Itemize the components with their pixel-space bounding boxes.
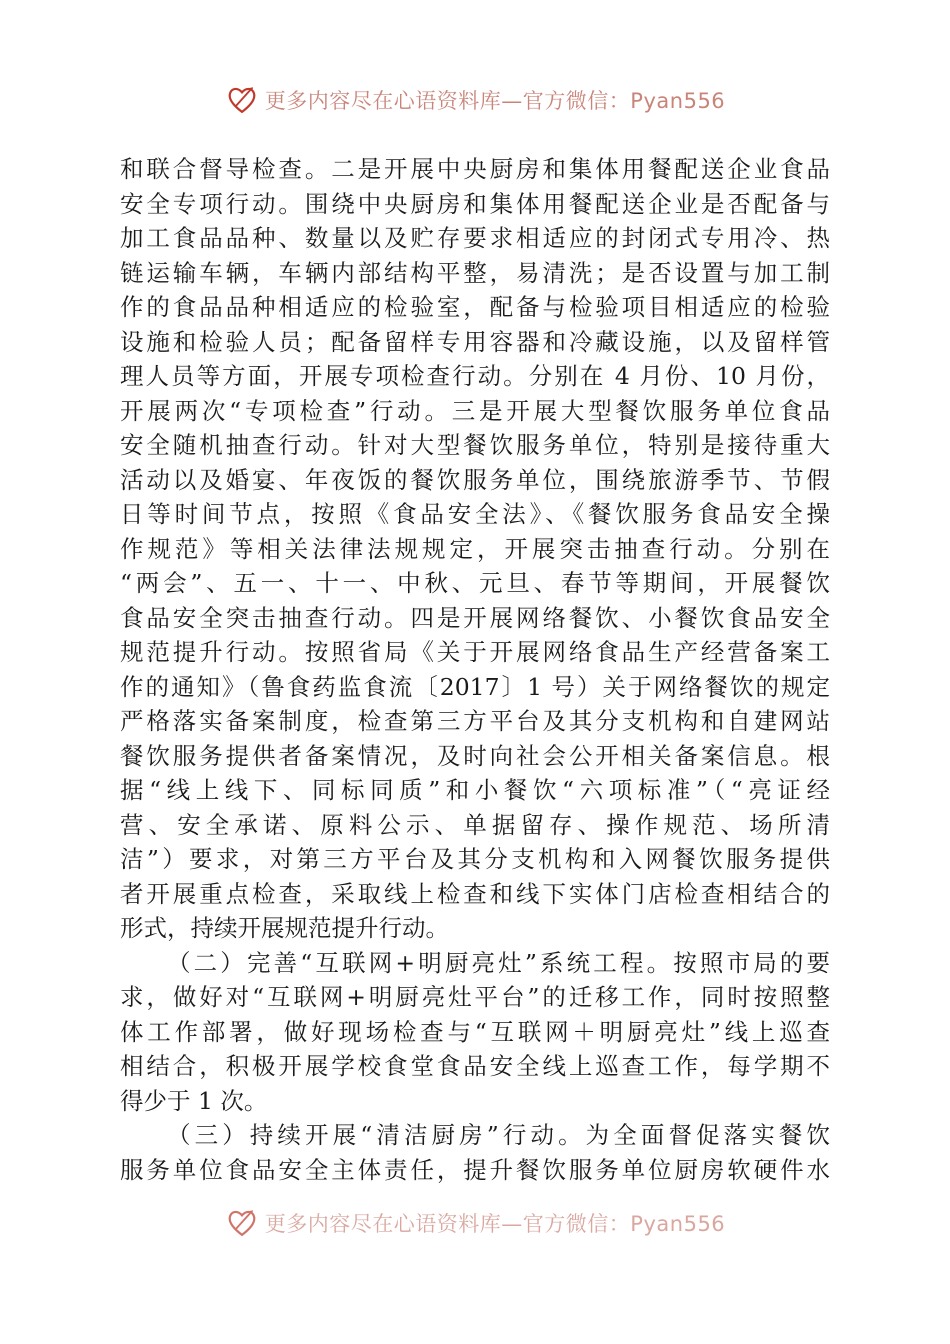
text-line: 设施和检验人员；配备留样专用容器和冷藏设施，以及留样管 — [120, 327, 830, 356]
text-line: 和联合督导检查。二是开展中央厨房和集体用餐配送企业食品 — [120, 155, 830, 183]
text-line: 服务单位食品安全主体责任，提升餐饮服务单位厨房软硬件水 — [120, 1155, 830, 1184]
text-line: 相结合，积极开展学校食堂食品安全线上巡查工作，每学期不 — [120, 1052, 830, 1080]
text-line: 日等时间节点，按照《食品安全法》、《餐饮服务食品安全操 — [120, 500, 830, 528]
text-line: 形式，持续开展规范提升行动。 — [120, 914, 449, 942]
text-line: （二）完善“互联网+明厨亮灶”系统工程。按照市局的要 — [167, 948, 830, 977]
text-line: 活动以及婚宴、年夜饭的餐饮服务单位，围绕旅游季节、节假 — [120, 465, 830, 494]
text-line: 者开展重点检查，采取线上检查和线下实体门店检查相结合的 — [120, 879, 830, 908]
text-line: 营、安全承诺、原料公示、单据留存、操作规范、场所清 — [120, 810, 830, 839]
footer-watermark — [0, 1203, 950, 1243]
header-watermark — [0, 80, 950, 120]
document-body — [120, 152, 830, 1187]
heart-pen-logo-icon — [225, 1206, 259, 1240]
text-line: 理人员等方面，开展专项检查行动。分别在 4 月份、10 月份， — [120, 362, 830, 390]
text-line: 作规范》等相关法律法规规定，开展突击抽查行动。分别在 — [120, 534, 830, 563]
text-line: 据“线上线下、同标同质”和小餐饮“六项标准”（“亮证经 — [120, 776, 830, 804]
text-line: 开展两次“专项检查”行动。三是开展大型餐饮服务单位食品 — [120, 396, 830, 425]
text-line: 餐饮服务提供者备案情况，及时向社会公开相关备案信息。根 — [120, 741, 830, 770]
text-line: 体工作部署，做好现场检查与“互联网＋明厨亮灶”线上巡查 — [120, 1017, 830, 1046]
text-line: “两会”、五一、十一、中秋、元旦、春节等期间，开展餐饮 — [120, 569, 830, 597]
text-line: 作的食品品种相适应的检验室，配备与检验项目相适应的检验 — [120, 293, 830, 321]
text-line: 严格落实备案制度，检查第三方平台及其分支机构和自建网站 — [120, 707, 830, 735]
text-line: 食品安全突击抽查行动。四是开展网络餐饮、小餐饮食品安全 — [120, 603, 830, 632]
text-line: 洁”）要求，对第三方平台及其分支机构和入网餐饮服务提供 — [120, 845, 830, 873]
text-line: 得少于 1 次。 — [120, 1086, 268, 1115]
text-line: 安全随机抽查行动。针对大型餐饮服务单位，特别是接待重大 — [120, 431, 830, 459]
text-line: 规范提升行动。按照省局《关于开展网络食品生产经营备案工 — [120, 638, 830, 666]
heart-pen-logo-icon — [225, 83, 259, 117]
header-watermark-text: 更多内容尽在心语资料库—官方微信：Pyan556 — [264, 89, 726, 113]
text-line: 安全专项行动。围绕中央厨房和集体用餐配送企业是否配备与 — [120, 189, 830, 218]
text-line: 求，做好对“互联网+明厨亮灶平台”的迁移工作，同时按照整 — [120, 983, 830, 1011]
text-line: （三）持续开展“清洁厨房”行动。为全面督促落实餐饮 — [167, 1121, 830, 1149]
footer-watermark-text: 更多内容尽在心语资料库—官方微信：Pyan556 — [264, 1212, 726, 1236]
text-line: 加工食品品种、数量以及贮存要求相适应的封闭式专用冷、热 — [120, 224, 830, 252]
text-line: 作的通知》（鲁食药监食流〔2017〕1 号）关于网络餐饮的规定 — [120, 672, 830, 701]
text-line: 链运输车辆，车辆内部结构平整，易清洗；是否设置与加工制 — [120, 258, 830, 287]
